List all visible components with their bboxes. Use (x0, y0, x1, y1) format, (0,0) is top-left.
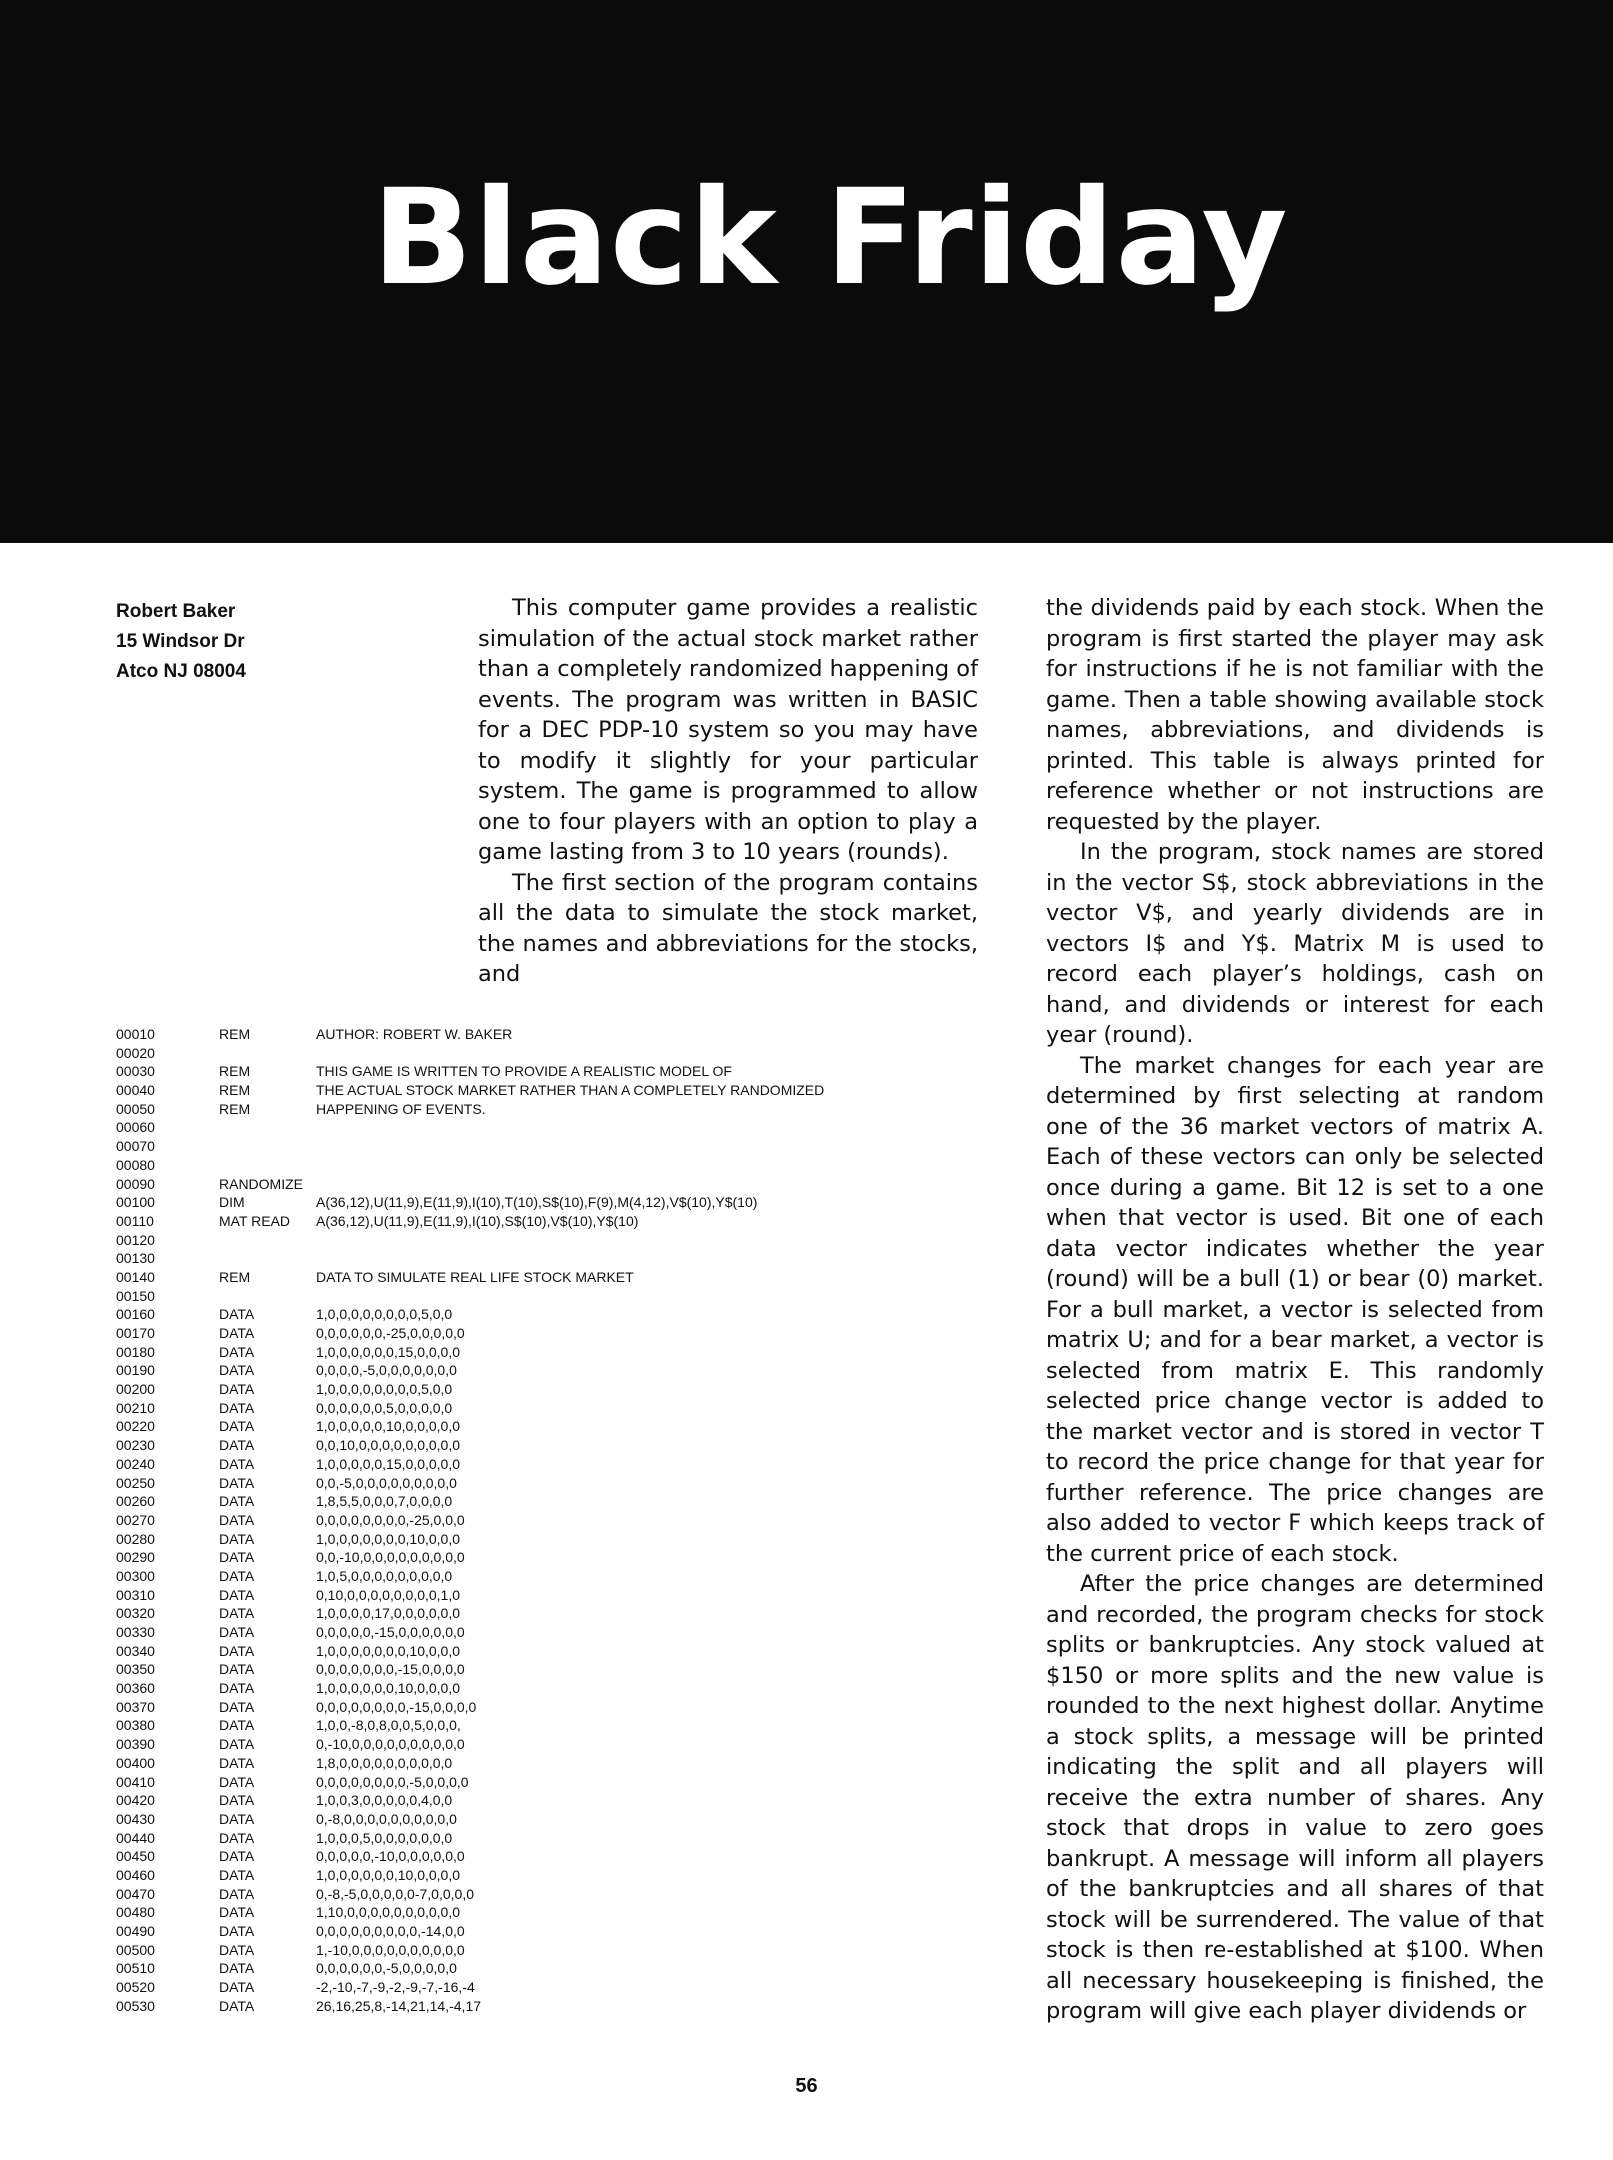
code-keyword: DATA (219, 1474, 255, 1491)
code-arguments: 0,0,0,0,0,0,0,0,-15,0,0,0,0 (316, 1698, 477, 1715)
paragraph: After the price changes are determined and recorded, the program checks for stock splits or bankruptcies. Any stock valued at $150 or more splits and the new value is rounded to the next highest dollar. Anytime a stock splits, a message will be printed indicating the split and all players will receive the extra number of shares. Any stock that drops in value to zero goes bankrupt. A message will inform all players of the bankruptcies and all shares of that stock will be surrendered. The value of that stock is then re-established at $100. When all necessary housekeeping is finished, the program will give each player dividends or (1046, 1571, 1544, 2024)
code-keyword: DATA (219, 1586, 255, 1603)
code-keyword: DATA (219, 1698, 255, 1715)
code-keyword: RANDOMIZE (219, 1175, 303, 1192)
title-banner (0, 0, 1613, 543)
code-keyword: DATA (219, 1642, 255, 1659)
code-arguments: THIS GAME IS WRITTEN TO PROVIDE A REALISTIC MODEL OF (316, 1063, 732, 1080)
code-arguments: 1,8,5,5,0,0,0,7,0,0,0,0 (316, 1493, 453, 1510)
code-arguments: 0,0,0,0,0,-10,0,0,0,0,0,0 (316, 1848, 465, 1865)
code-arguments: -2,-10,-7,-9,-2,-9,-7,-16,-4 (316, 1979, 475, 1996)
line-number: 00520 (116, 1979, 155, 1996)
paragraph: the dividends paid by each stock. When the program is first started the player may ask for instructions if he is not familiar with the game. Then a table showing available stock names, abbreviations, and dividends is printed. This table is always printed for reference whether or not instructions are requested by the player. (1046, 595, 1544, 835)
code-arguments: HAPPENING OF EVENTS. (316, 1100, 486, 1117)
author-city: Atco NJ 08004 (116, 661, 246, 682)
article-column-right (1046, 593, 1544, 2027)
code-arguments: 1,0,0,-8,0,8,0,0,5,0,0,0, (316, 1717, 461, 1734)
line-number: 00360 (116, 1680, 155, 1697)
code-keyword: DATA (219, 1381, 255, 1398)
code-arguments: 1,10,0,0,0,0,0,0,0,0,0,0 (316, 1904, 461, 1921)
code-keyword: DATA (219, 1437, 255, 1454)
line-number: 00110 (116, 1212, 154, 1229)
line-number: 00310 (116, 1586, 155, 1603)
page-number: 56 (795, 2075, 818, 2097)
code-keyword: DATA (219, 1810, 255, 1827)
code-keyword: DATA (219, 1362, 255, 1379)
code-keyword: DATA (219, 1736, 255, 1753)
code-arguments: 1,0,0,0,0,0,15,0,0,0,0,0 (316, 1455, 461, 1472)
code-keyword: REM (219, 1100, 251, 1117)
code-arguments: 0,0,0,0,0,0,-5,0,0,0,0,0 (316, 1960, 457, 1977)
code-arguments: DATA TO SIMULATE REAL LIFE STOCK MARKET (316, 1268, 634, 1285)
line-number: 00260 (116, 1493, 155, 1510)
code-keyword: DATA (219, 1904, 255, 1921)
code-keyword: DATA (219, 1866, 255, 1883)
code-keyword: DATA (219, 1567, 255, 1584)
paragraph: The market changes for each year are determined by first selecting at random one of the 36 market vectors of matrix A. Each of these vectors can only be selected once during a game. Bit 12 is set to a one when that vector is used. Bit one of each data vector indicates whether the year (round) will be a bull (1) or bear (0) market. For a bull market, a vector is selected from matrix U; and for a bear market, a vector is selected from matrix E. This randomly selected price change vector is added to the market vector and is stored in vector T to record the price change for that year for further reference. The price changes are also added to vector F which keeps track of the current price of each stock. (1046, 1052, 1544, 1567)
line-number: 00080 (116, 1156, 155, 1173)
code-keyword: DATA (219, 1624, 255, 1640)
line-number: 00270 (116, 1511, 155, 1528)
code-arguments: A(36,12),U(11,9),E(11,9),I(10),S$(10),V$(10),Y$(10) (316, 1212, 639, 1229)
code-arguments: 0,0,0,0,0,0,0,0,-25,0,0,0 (316, 1511, 465, 1528)
code-arguments: 0,0,0,0,0,0,0,0,-5,0,0,0,0 (316, 1773, 469, 1790)
code-arguments: 0,-10,0,0,0,0,0,0,0,0,0,0 (316, 1736, 465, 1753)
code-keyword: DATA (219, 1941, 255, 1958)
line-number: 00240 (116, 1455, 155, 1472)
line-number: 00530 (116, 1997, 155, 2014)
line-number: 00190 (116, 1362, 155, 1379)
code-arguments: 1,8,0,0,0,0,0,0,0,0,0,0 (316, 1754, 453, 1771)
line-number: 00020 (116, 1044, 155, 1061)
code-keyword: REM (219, 1063, 251, 1080)
code-keyword: DATA (219, 1885, 255, 1902)
code-keyword: REM (219, 1082, 251, 1099)
code-keyword: DATA (219, 1661, 255, 1678)
code-arguments: THE ACTUAL STOCK MARKET RATHER THAN A COMPLETELY RANDOMIZED (316, 1082, 825, 1099)
code-arguments: 1,-10,0,0,0,0,0,0,0,0,0,0 (316, 1941, 465, 1958)
line-number: 00490 (116, 1923, 155, 1939)
line-number: 00440 (116, 1829, 155, 1846)
code-keyword: DATA (219, 1960, 255, 1977)
line-number: 00480 (116, 1904, 155, 1921)
line-number: 00070 (116, 1138, 155, 1155)
code-arguments: 0,0,0,0,0,0,0,-15,0,0,0,0 (316, 1661, 465, 1678)
code-keyword: DATA (219, 1680, 255, 1697)
line-number: 00220 (116, 1418, 155, 1435)
code-arguments: 0,0,0,0,0,-15,0,0,0,0,0,0 (316, 1624, 465, 1640)
code-keyword: DATA (219, 1455, 255, 1472)
line-number: 00450 (116, 1848, 155, 1865)
code-keyword: DATA (219, 1979, 255, 1996)
code-keyword: DATA (219, 1418, 255, 1435)
code-arguments: 0,-8,0,0,0,0,0,0,0,0,0,0 (316, 1810, 457, 1827)
line-number: 00280 (116, 1530, 155, 1547)
code-keyword: DATA (219, 1325, 255, 1341)
code-arguments: 0,0,-5,0,0,0,0,0,0,0,0,0 (316, 1474, 457, 1491)
code-keyword: DATA (219, 1549, 255, 1566)
line-number: 00040 (116, 1082, 155, 1099)
line-number: 00180 (116, 1343, 155, 1360)
code-arguments: 1,0,0,0,5,0,0,0,0,0,0,0 (316, 1829, 453, 1846)
code-arguments: 1,0,0,0,0,0,0,0,10,0,0,0 (316, 1642, 461, 1659)
paragraph: This computer game provides a realistic simulation of the actual stock market rather than a completely randomized happening of events. The program was written in BASIC for a DEC PDP-10 system so you may have to modify it slightly for your particular system. The game is programmed to allow one to four players with an option to play a game lasting from 3 to 10 years (rounds). (478, 595, 978, 865)
code-arguments: 1,0,0,0,0,17,0,0,0,0,0,0 (316, 1605, 461, 1622)
code-arguments: 1,0,0,0,0,0,0,15,0,0,0,0 (316, 1343, 461, 1360)
code-arguments: 1,0,0,0,0,0,0,0,0,5,0,0 (316, 1381, 453, 1398)
code-keyword: MAT READ (219, 1212, 291, 1229)
line-number: 00290 (116, 1549, 155, 1566)
author-block (116, 597, 246, 687)
code-arguments: 1,0,0,0,0,0,0,10,0,0,0,0 (316, 1866, 461, 1883)
author-name: Robert Baker (116, 601, 236, 622)
code-keyword: DATA (219, 1343, 255, 1360)
line-number: 00380 (116, 1717, 155, 1734)
line-number: 00510 (116, 1960, 155, 1977)
code-arguments: 1,0,0,0,0,0,0,0,0,5,0,0 (316, 1306, 453, 1323)
line-number: 00170 (116, 1325, 155, 1341)
line-number: 00050 (116, 1100, 155, 1117)
line-number: 00300 (116, 1567, 155, 1584)
line-number: 00060 (116, 1119, 155, 1136)
line-number: 00410 (116, 1773, 155, 1790)
line-number: 00500 (116, 1941, 155, 1958)
code-arguments: 1,0,0,3,0,0,0,0,0,4,0,0 (316, 1792, 453, 1809)
code-keyword: DATA (219, 1848, 255, 1865)
code-keyword: DATA (219, 1605, 255, 1622)
line-number: 00430 (116, 1810, 155, 1827)
line-number: 00470 (116, 1885, 155, 1902)
code-keyword: DATA (219, 1773, 255, 1790)
code-arguments: AUTHOR: ROBERT W. BAKER (316, 1026, 513, 1042)
line-number: 00230 (116, 1437, 155, 1454)
code-arguments: 26,16,25,8,-14,21,14,-4,17 (316, 1997, 482, 2014)
line-number: 00390 (116, 1736, 155, 1753)
line-number: 00150 (116, 1287, 155, 1304)
line-number: 00420 (116, 1792, 155, 1809)
code-keyword: DATA (219, 1829, 255, 1846)
code-keyword: DATA (219, 1717, 255, 1734)
code-keyword: DATA (219, 1530, 255, 1547)
code-arguments: 0,0,-10,0,0,0,0,0,0,0,0,0 (316, 1549, 465, 1566)
code-arguments: 1,0,0,0,0,0,10,0,0,0,0,0 (316, 1418, 461, 1435)
code-keyword: DATA (219, 1306, 255, 1323)
code-arguments: 0,-8,-5,0,0,0,0,0-7,0,0,0,0 (316, 1885, 474, 1902)
line-number: 00210 (116, 1399, 155, 1416)
code-arguments: 1,0,0,0,0,0,0,0,10,0,0,0 (316, 1530, 461, 1547)
line-number: 00320 (116, 1605, 155, 1622)
code-keyword: DATA (219, 1754, 255, 1771)
line-number: 00140 (116, 1268, 155, 1285)
article-column-middle (478, 593, 978, 990)
line-number: 00010 (116, 1026, 155, 1042)
code-arguments: 0,0,0,0,0,0,0,0,0,-14,0,0 (316, 1923, 465, 1939)
line-number: 00030 (116, 1063, 155, 1080)
line-number: 00250 (116, 1474, 155, 1491)
line-number: 00200 (116, 1381, 155, 1398)
code-keyword: DIM (219, 1194, 245, 1211)
code-arguments: 0,10,0,0,0,0,0,0,0,0,1,0 (316, 1586, 461, 1603)
line-number: 00090 (116, 1175, 155, 1192)
author-street: 15 Windsor Dr (116, 631, 245, 652)
code-keyword: REM (219, 1268, 251, 1285)
code-keyword: DATA (219, 1399, 255, 1416)
code-keyword: DATA (219, 1493, 255, 1510)
code-arguments: 0,0,10,0,0,0,0,0,0,0,0,0 (316, 1437, 461, 1454)
code-arguments: 0,0,0,0,0,0,5,0,0,0,0,0 (316, 1399, 453, 1416)
line-number: 00340 (116, 1642, 155, 1659)
line-number: 00370 (116, 1698, 155, 1715)
line-number: 00120 (116, 1231, 155, 1248)
line-number: 00330 (116, 1624, 155, 1640)
code-keyword: DATA (219, 1923, 255, 1939)
code-arguments: 1,0,0,0,0,0,0,10,0,0,0,0 (316, 1680, 461, 1697)
line-number: 00400 (116, 1754, 155, 1771)
code-keyword: DATA (219, 1997, 255, 2014)
code-keyword: REM (219, 1026, 251, 1042)
line-number: 00100 (116, 1194, 155, 1211)
line-number: 00160 (116, 1306, 155, 1323)
code-keyword: DATA (219, 1511, 255, 1528)
line-number: 00350 (116, 1661, 155, 1678)
line-number: 00460 (116, 1866, 155, 1883)
page-title: Black Friday (372, 161, 1289, 315)
code-arguments: A(36,12),U(11,9),E(11,9),I(10),T(10),S$(10),F(9),M(4,12),V$(10),Y$(10) (316, 1194, 758, 1211)
line-number: 00130 (116, 1250, 155, 1267)
paragraph: In the program, stock names are stored in the vector S$, stock abbreviations in the vector V$, and yearly dividends are in vectors I$ and Y$. Matrix M is used to record each player’s holdings, cash on hand, and dividends or interest for each year (round). (1046, 839, 1544, 1048)
code-arguments: 1,0,5,0,0,0,0,0,0,0,0,0 (316, 1567, 453, 1584)
paragraph: The first section of the program contains all the data to simulate the stock market, the names and abbreviations for the stocks, and (478, 869, 978, 987)
code-arguments: 0,0,0,0,0,0,-25,0,0,0,0,0 (316, 1325, 465, 1341)
code-keyword: DATA (219, 1792, 255, 1809)
code-arguments: 0,0,0,0,-5,0,0,0,0,0,0,0 (316, 1362, 457, 1379)
